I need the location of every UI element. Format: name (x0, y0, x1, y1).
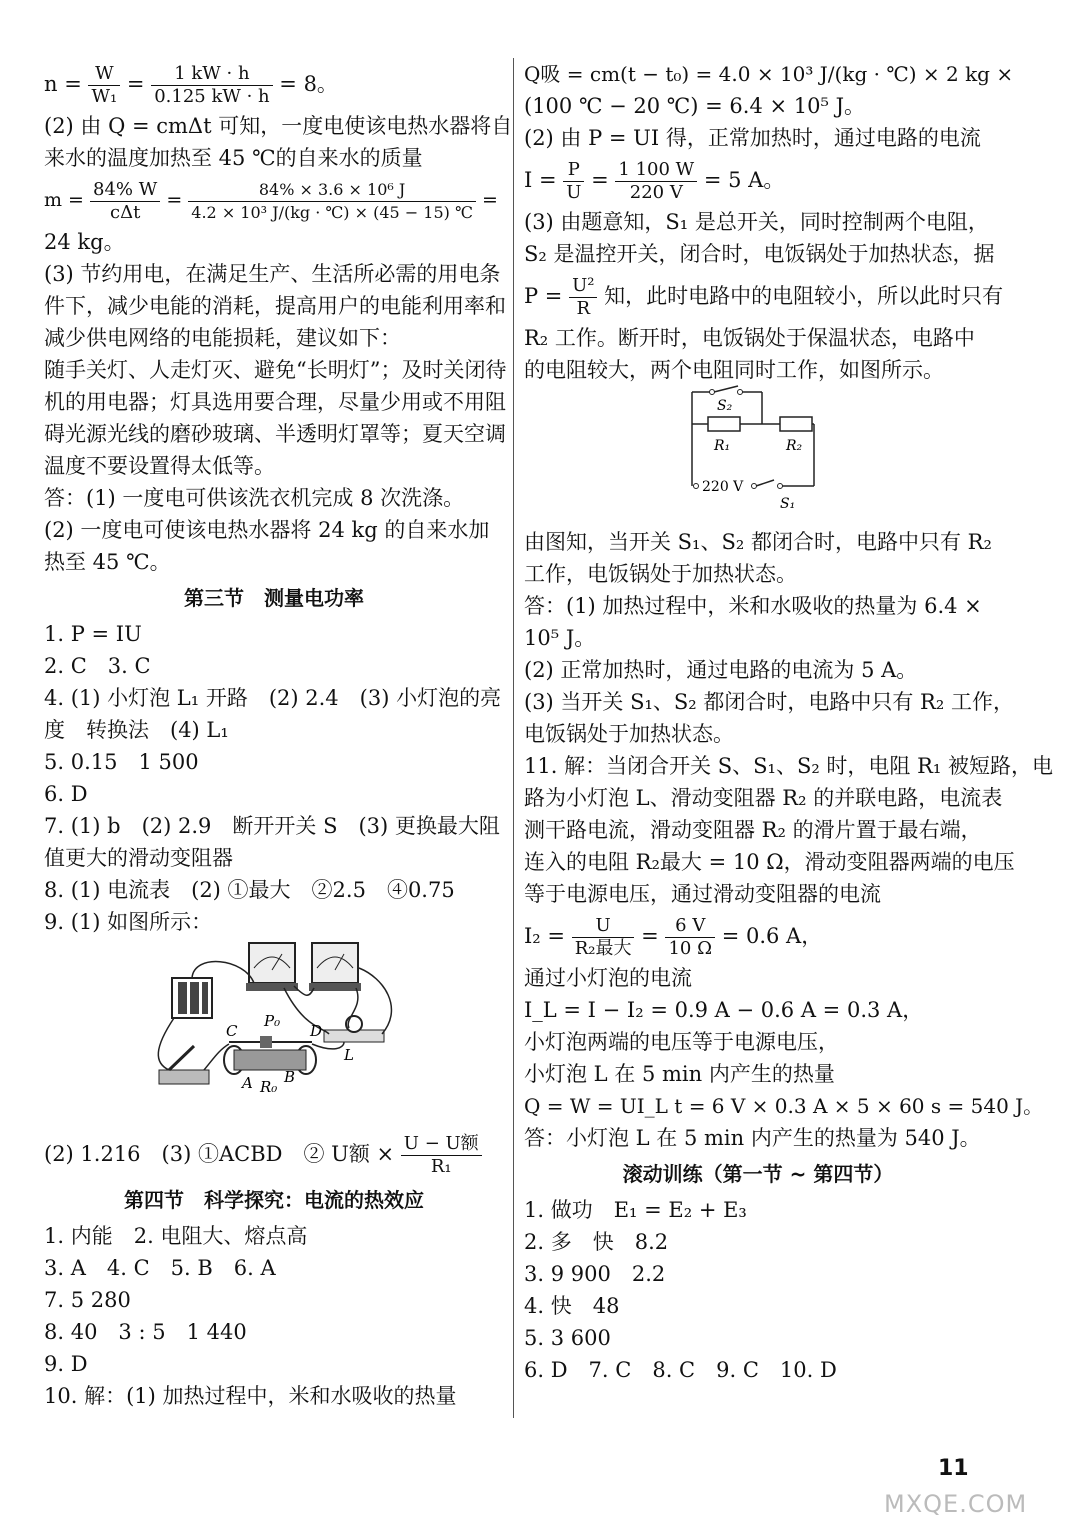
battery-icon (172, 978, 212, 1018)
resistor-r2-label: R₂ (786, 438, 803, 454)
rice-cooker-circuit-diagram (524, 386, 992, 526)
answer-item: 3. 9 900 2.2 (524, 1262, 666, 1286)
figure-label: P₀ (264, 1012, 281, 1030)
switch-s1-label: S₁ (780, 496, 796, 512)
answer-line: 电饭锅处于加热状态。 (524, 722, 734, 746)
text-line: (3) 由题意知，S₁ 是总开关，同时控制两个电阻， (524, 210, 989, 234)
text-line: 工作，电饭锅处于加热状态。 (524, 562, 797, 586)
formula-i2: I₂ = $\frac{U}{\text{R₂最大}}$ = $\frac{6 V}{10 \Omega}$ = 0.6 A， (524, 915, 823, 959)
switch-icon (159, 1046, 209, 1084)
answer-line: (2) 一度电可使该电热水器将 24 kg 的自来水加 (44, 518, 490, 542)
rheostat-icon (224, 1036, 316, 1074)
answer-item: 3. A 4. C 5. B 6. A (44, 1256, 276, 1280)
answer-item: 度 转换法 (4) L₁ (44, 718, 229, 742)
text-line: I_L = I − I₂ = 0.9 A − 0.6 A = 0.3 A， (524, 998, 924, 1022)
answer-item: 8. 40 3 : 5 1 440 (44, 1320, 247, 1344)
answer-item: 7. (1) b (2) 2.9 断开开关 S (3) 更换最大阻 (44, 814, 500, 838)
resistor-r2 (780, 417, 812, 431)
text-line: (2) 由 P = UI 得，正常加热时，通过电路的电流 (524, 126, 981, 150)
answer-item: 6. D (44, 782, 88, 806)
figure-label: C (226, 1022, 238, 1040)
text-line: Q吸 = cm(t − t₀) = 4.0 × 10³ J/(kg · ℃) × 2 kg × (524, 62, 1014, 86)
watermark: MXQE.COM (884, 1490, 1028, 1518)
answer-item: 8. (1) 电流表 (2) ①最大 ②2.5 ④0.75 (44, 878, 455, 902)
resistor-r1 (708, 417, 740, 431)
formula-n: n = $\frac{W}{\text{W₁}}$ = $\frac{1 kW \cdot h}{0.125 kW \cdot h}$ = 8。 (44, 63, 338, 107)
left-column (44, 58, 513, 1412)
text-line: 小灯泡 L 在 5 min 内产生的热量 (524, 1062, 835, 1086)
answer-9-2: (2) 1.216 (3) ①ACBD ② U额 × $\frac{\text{U − U额}}{\text{R₁}}$ (44, 1128, 504, 1180)
text-line: 通过小灯泡的电流 (524, 966, 692, 990)
text-line: 由图知，当开关 S₁、S₂ 都闭合时，电路中只有 R₂ (524, 530, 992, 554)
figure-label: L (344, 1046, 354, 1064)
answer-item: 9. (1) 如图所示： (44, 910, 213, 934)
text-line: S₂ 是温控开关，闭合时，电饭锅处于加热状态，据 (524, 242, 995, 266)
answer-item: 1. 内能 2. 电阻大、熔点高 (44, 1224, 308, 1248)
answer-item: 9. D (44, 1352, 88, 1376)
text-line: R₂ 工作。断开时，电饭锅处于保温状态，电路中 (524, 326, 975, 350)
answer-line: 答：(1) 一度电可供该洗衣机完成 8 次洗涤。 (44, 486, 465, 510)
text-line: 路为小灯泡 L、滑动变阻器 R₂ 的并联电路，电流表 (524, 786, 1003, 810)
text-line: 随手关灯、人走灯灭、避免“长明灯”；及时关闭待 (44, 358, 507, 382)
answer-line: (3) 当开关 S₁、S₂ 都闭合时，电路中只有 R₂ 工作， (524, 690, 1014, 714)
formula-p: P = $\frac{\text{U²}}{R}$ 知，此时电路中的电阻较小，所以此时只有 (524, 275, 1004, 319)
page-number: 11 (938, 1456, 969, 1481)
answer-item: 1. P = IU (44, 622, 142, 646)
text-line: 温度不要设置得太低等。 (44, 454, 275, 478)
answer-line: (2) 正常加热时，通过电路的电流为 5 A。 (524, 658, 918, 682)
text-line: 24 kg。 (44, 230, 125, 254)
experiment-circuit-figure (44, 938, 504, 1128)
formula-i: I = $\frac{P}{U}$ = $\frac{1 100 W}{220 V}$ = 5 A。 (524, 159, 785, 203)
answer-line: 热至 45 ℃。 (44, 550, 171, 574)
text-line: 来水的温度加热至 45 ℃的自来水的质量 (44, 146, 423, 170)
section-heading-3: 第三节 测量电功率 (184, 586, 364, 610)
figure-label: D (310, 1022, 323, 1040)
formula-m: m = $\frac{84\% W}{\text{cΔt}}$ = $\frac{\text{84\% × 3.6 × 10⁶ J}}{\text{4.2 × 10³ J/(kg · ℃) × (45 − 15) ℃}}$ = (44, 178, 498, 223)
text-line: 11. 解：当闭合开关 S、S₁、S₂ 时，电阻 R₁ 被短路，电 (524, 754, 1053, 778)
section-heading-4: 第四节 科学探究：电流的热效应 (124, 1188, 424, 1212)
voltmeter-icon (309, 943, 361, 991)
text-line: Q = W = UI_L t = 6 V × 0.3 A × 5 × 60 s = 540 J。 (524, 1094, 1044, 1118)
text-line: 减少供电网络的电能损耗，建议如下： (44, 326, 401, 350)
text-line: 的电阻较大，两个电阻同时工作，如图所示。 (524, 358, 944, 382)
answer-item: 4. 快 48 (524, 1294, 620, 1318)
section-heading-rolling: 滚动训练（第一节 ~ 第四节） (622, 1162, 894, 1186)
text-line: 等于电源电压，通过滑动变阻器的电流 (524, 882, 881, 906)
text-line: 小灯泡两端的电压等于电源电压， (524, 1030, 839, 1054)
text-line: 测干路电流，滑动变阻器 R₂ 的滑片置于最右端， (524, 818, 982, 842)
voltage-label: 220 V (702, 479, 744, 495)
text-line: 碍光源光线的磨砂玻璃、半透明灯罩等；夏天空调 (44, 422, 506, 446)
answer-item: 2. C 3. C (44, 654, 151, 678)
text-line: (100 ℃ − 20 ℃) = 6.4 × 10⁵ J。 (524, 94, 865, 118)
answer-item: 2. 多 快 8.2 (524, 1230, 669, 1254)
answer-line: 答：小灯泡 L 在 5 min 内产生的热量为 540 J。 (524, 1126, 981, 1150)
ammeter-icon (246, 943, 298, 991)
switch-s2-label: S₂ (717, 398, 733, 414)
right-column (524, 58, 1053, 1386)
resistor-r1-label: R₁ (714, 438, 731, 454)
figure-label: B (284, 1068, 296, 1086)
text-line: 机的用电器；灯具选用要合理，尽量少用或不用阻 (44, 390, 506, 414)
answer-line: 10⁵ J。 (524, 626, 596, 650)
lamp-icon (324, 1016, 384, 1042)
answer-item: 5. 0.15 1 500 (44, 750, 199, 774)
answer-item: 7. 5 280 (44, 1288, 131, 1312)
answer-line: 答：(1) 加热过程中，米和水吸收的热量为 6.4 × (524, 594, 982, 618)
text-line: 连入的电阻 R₂最大 = 10 Ω，滑动变阻器两端的电压 (524, 850, 1015, 874)
answer-item: 10. 解：(1) 加热过程中，米和水吸收的热量 (44, 1384, 457, 1408)
figure-label: R₀ (260, 1078, 278, 1096)
text-line: (3) 节约用电，在满足生产、生活所必需的用电条 (44, 262, 501, 286)
figure-label: A (242, 1074, 253, 1092)
text-line: (2) 由 Q = cmΔt 可知，一度电使该电热水器将自 (44, 114, 513, 138)
answer-item: 6. D 7. C 8. C 9. C 10. D (524, 1358, 837, 1382)
text-line: 件下，减少电能的消耗，提高用户的电能利用率和 (44, 294, 506, 318)
answer-item: 5. 3 600 (524, 1326, 611, 1350)
column-divider (513, 58, 514, 1418)
answer-item: 4. (1) 小灯泡 L₁ 开路 (2) 2.4 (3) 小灯泡的亮 (44, 686, 502, 710)
answer-item: 1. 做功 E₁ = E₂ + E₃ (524, 1198, 747, 1222)
answer-item: 值更大的滑动变阻器 (44, 846, 233, 870)
